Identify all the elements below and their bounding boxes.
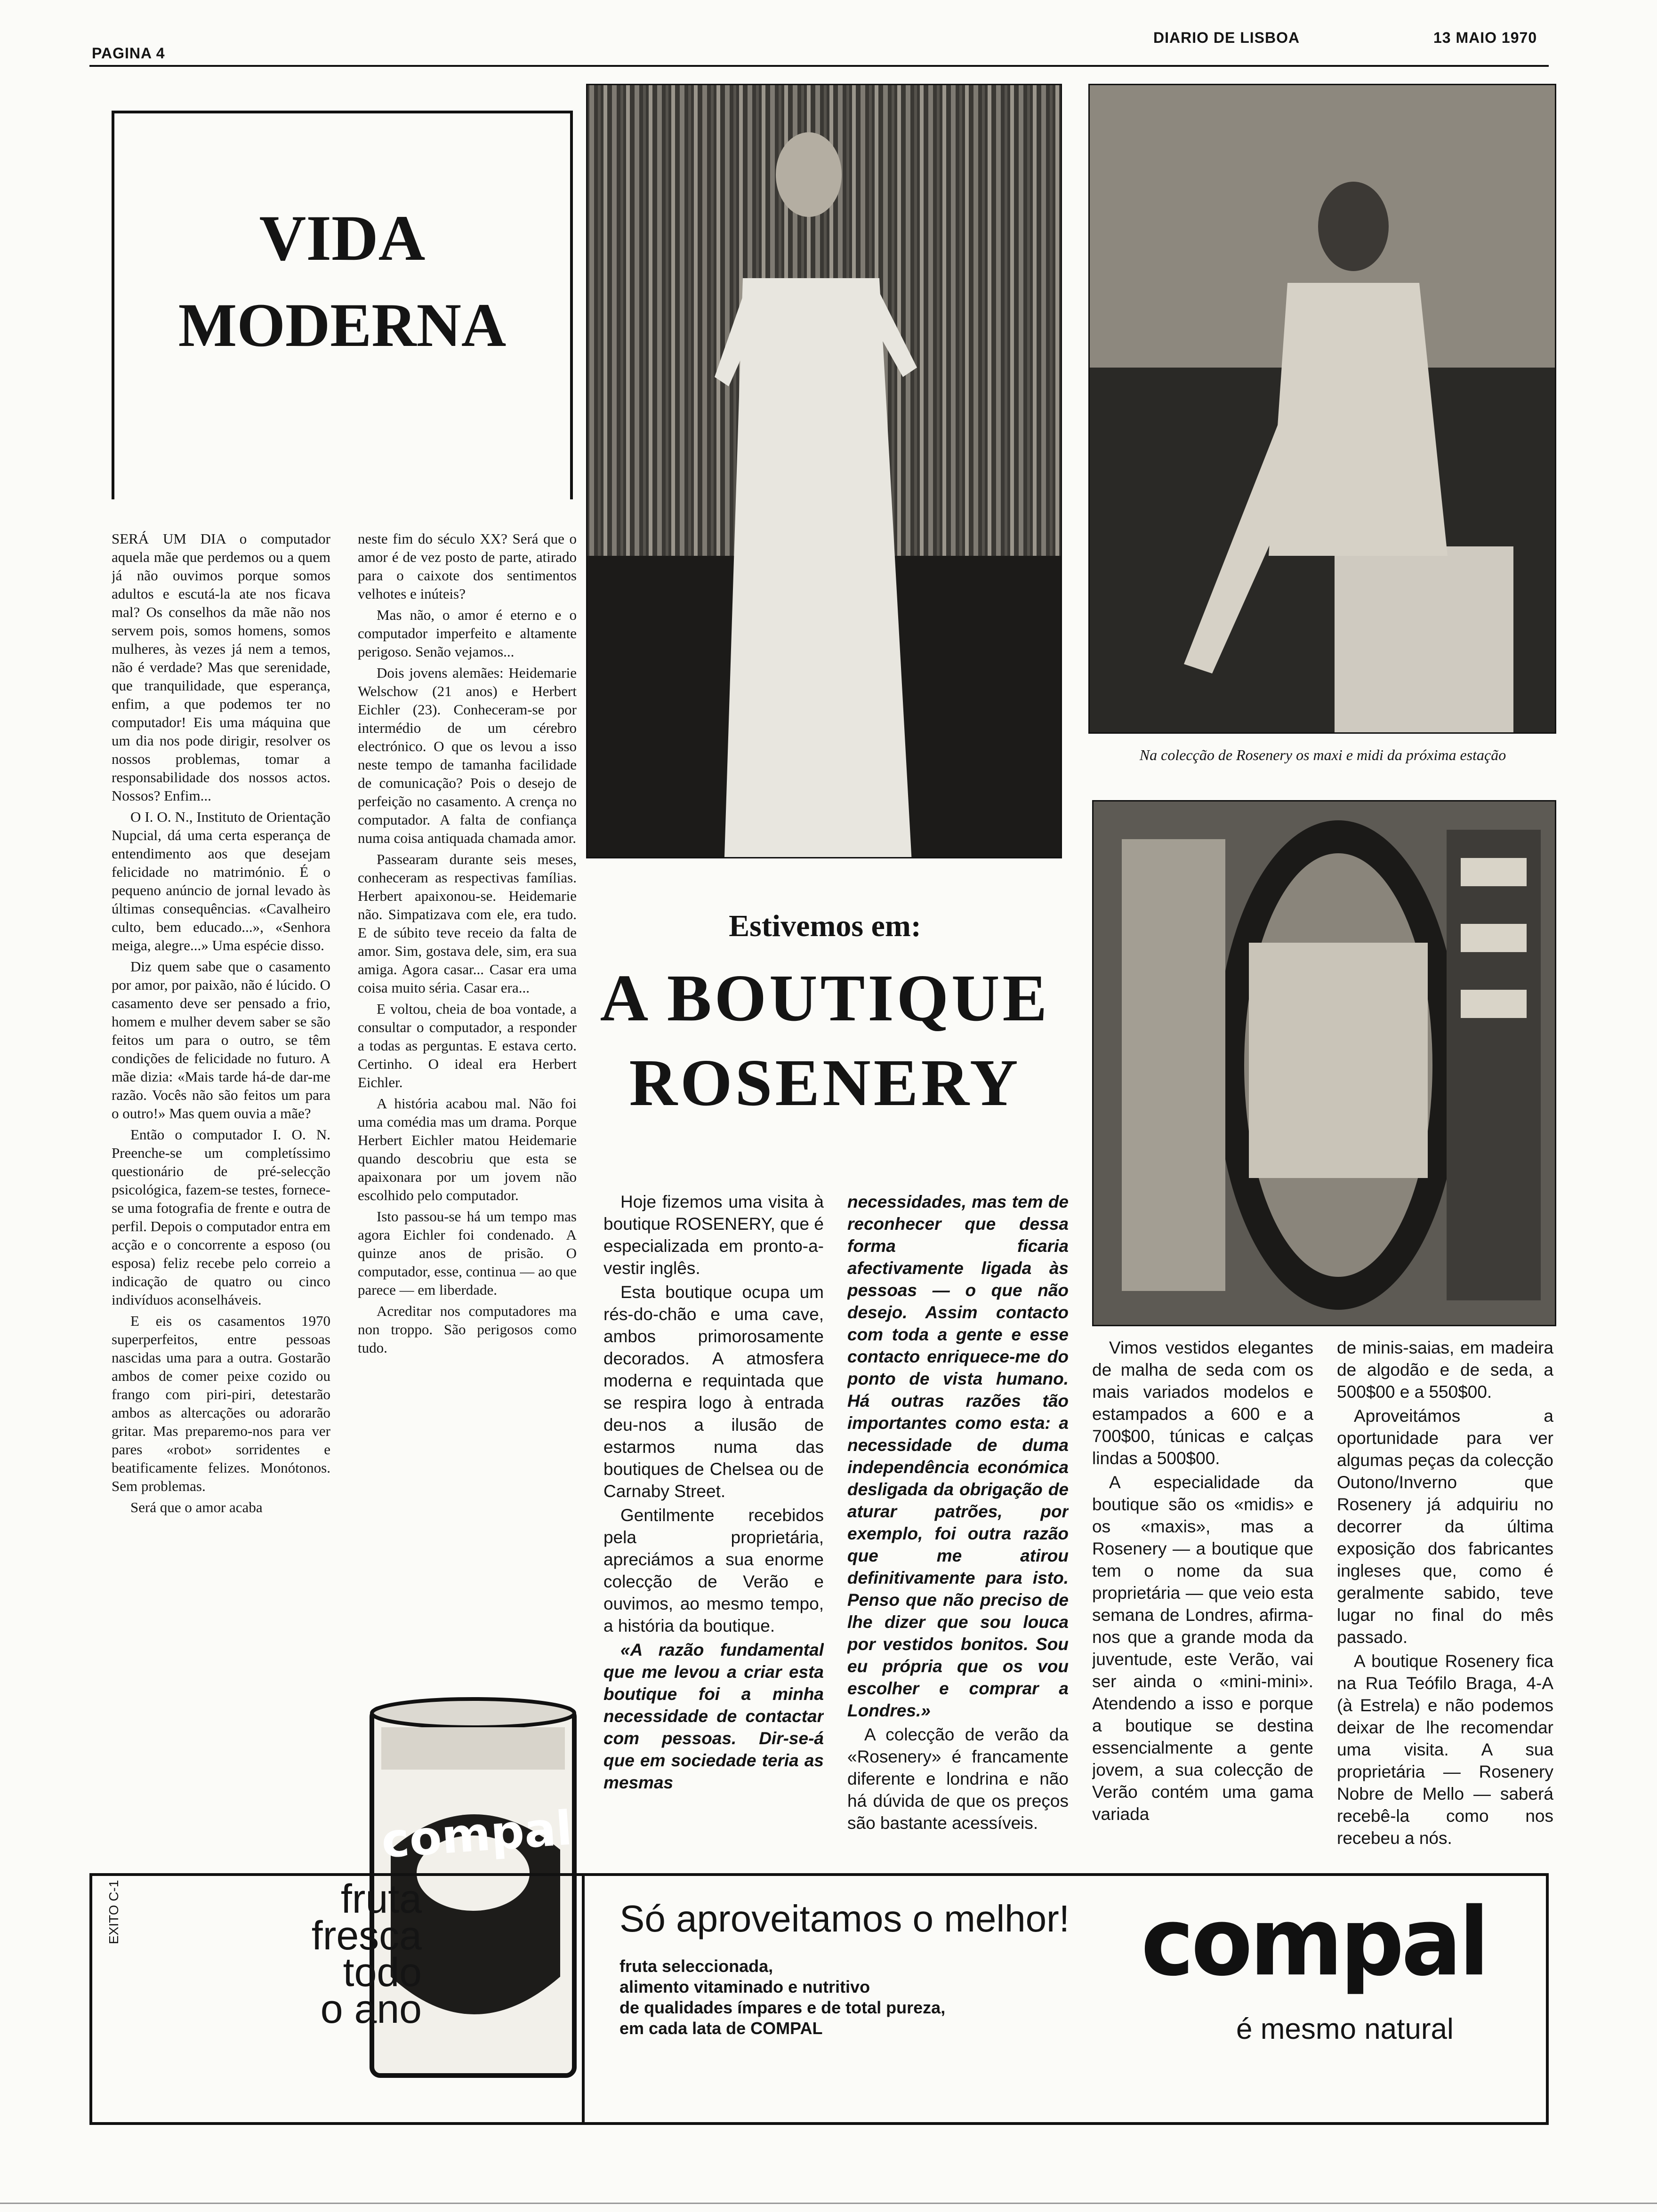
boutique-paragraph: necessidades, mas tem de reconhecer que dessa forma ficaria afectivamente ligada às pessoas — o que não desejo. Assim contacto com toda a gente e esse contacto enriquece-me do ponto de vista humano. Há outras razões tão importantes como esta: a necessidade de duma independência económica desligada da obrigação de aturar patrões, por exemplo, foi outra razão que me atirou definitivamente para isto. Penso que não preciso de lhe dizer que sou louca por vestidos bonitos. Sou eu própria que os vou escolher e comprar a Londres.» [847, 1192, 1069, 1720]
vida-paragraph: Será que o amor acaba [130, 1499, 263, 1515]
boutique-paragraph: Aproveitámos a oportunidade para ver algumas peças da colecção Outono/Inverno que Rosenery já adquiriu no decorrer da última exposição dos fabricantes ingleses que, como é geralmente sabido, teve lugar no final do mês passado. [1337, 1406, 1553, 1647]
vida-paragraph: E eis os casamentos 1970 superperfeitos, entre pessoas nascidas uma para a outra. Gostarão ambos de comer peixe cozido ou frango com piri-piri, detestarão ambos as altercações ou adorarão gritar. Mas preparemo-nos para ver pares «robot» sorridentes e beatificamente felizes. Monótonos. Sem problemas. [112, 1313, 330, 1494]
ad-body-line2: alimento vitaminado e nutritivo [619, 1977, 870, 1996]
compal-advertisement [89, 1873, 1549, 2125]
boutique-paragraph: Vimos vestidos elegantes de malha de seda com os mais variados modelos e estampados a 600 e a 700$00, túnicas e calças lindas a 500$00. [1092, 1338, 1313, 1468]
boutique-column-4 [1337, 1337, 1553, 1850]
header-rule [89, 65, 1549, 67]
photo-midi-outfit [1088, 84, 1556, 734]
vida-paragraph: SERÁ UM DIA o computador aquela mãe que perdemos ou a quem já não ouvimos porque somos adultos e escutá-la ate nos ficava mal? Os conselhos da mãe não nos servem pois, somos homens, somos mulheres, às vezes já nem a temos, não é verdade? Mas que serenidade, que tranquilidade, que esperança, enfim, a que podemos ter no computador! Eis uma máquina que um dia nos pode dirigir, resolver os nossos problemas, tomar a responsabilidade dos nossos actos. Nossos? Enfim... [112, 530, 330, 804]
vida-paragraph: A história acabou mal. Não foi uma comédia mas um drama. Porque Herbert Eichler matou Heidemarie quando descobriu que esta se apaixonara por um jovem não escolhido pelo computador. [358, 1095, 577, 1203]
boutique-column-3 [1092, 1337, 1313, 1850]
photo-maxi-dress [586, 84, 1062, 858]
vida-title-line2: MODERNA [178, 290, 507, 360]
ad-side-code: EXITO C-1 [106, 1880, 121, 1944]
vida-paragraph: Mas não, o amor é eterno e o computador imperfeito e altamente perigoso. Senão vejamos... [358, 607, 577, 660]
ad-left-line3: todo [343, 1950, 422, 1995]
ad-tagline: é mesmo natural [1236, 2013, 1454, 2045]
boutique-kicker: Estivemos em: [729, 909, 921, 943]
vida-column-2 [358, 529, 577, 1772]
vida-paragraph: neste fim do século XX? Será que o amor é de vez posto de parte, atirado para o caixote dos sentimentos velhotes e inúteis? [358, 530, 577, 602]
vida-paragraph: Dois jovens alemães: Heidemarie Welschow (21 anos) e Herbert Eichler (23). Conheceram-se por intermédio de um cérebro electrónico. O que os levou a isso neste tempo de tamanha facilidade de comunicação? Pois o desejo de perfeição no casamento. A crença no computador. A falta de confiança numa coisa antiquada chamada amor. [358, 665, 577, 846]
vida-title-line1: VIDA [259, 202, 426, 274]
vida-paragraph: E voltou, cheia de boa vontade, a consultar o computador, a responder a todas as perguntas. E estava certo. Certinho. O ideal era Herbert Eichler. [358, 1001, 577, 1090]
vida-paragraph: Passearam durante seis meses, conheceram as respectivas famílias. Herbert apaixonou-se. Heidemarie não. Simpatizava com ele, era tudo. E de súbito teve receio da falta de amor. Sim, gostava dele, sim, era sua amiga. Agora casar... Casar era uma coisa muito séria. Casar era... [358, 851, 577, 996]
newspaper-name: DIARIO DE LISBOA [1153, 29, 1300, 46]
boutique-paragraph: A colecção de verão da «Rosenery» é francamente diferente e londrina e não há dúvida de que os preços são bastante acessíveis. [847, 1725, 1069, 1833]
boutique-title-line1: A BOUTIQUE [600, 961, 1050, 1035]
ad-left-line4: o ano [320, 1987, 422, 2032]
bottom-rule [0, 2203, 1657, 2204]
boutique-paragraph: «A razão fundamental que me levou a criar esta boutique foi a minha necessidade de contactar com pessoas. Dir-se-á que em sociedade teria as mesmas [603, 1640, 824, 1792]
vida-paragraph: Então o computador I. O. N. Preenche-se um completíssimo questionário de pré-selecção psicológica, fazem-se testes, fornece-se uma fotografia de frente e outra de perfil. Depois o computador entra em acção e o concorrente a esposo (ou esposa) feliz recebe pelo correio a indicação de quatro ou cinco indivíduos aconselháveis. [112, 1126, 330, 1308]
vida-paragraph: Isto passou-se há um tempo mas agora Eichler foi condenado. A quinze anos de prisão. O computador, esse, continua — ao que parece — em liberdade. [358, 1208, 577, 1298]
issue-date: 13 MAIO 1970 [1433, 29, 1537, 46]
vida-column-1 [112, 529, 330, 1843]
boutique-paragraph: de minis-saias, em madeira de algodão e de seda, a 500$00 e a 550$00. [1337, 1338, 1553, 1402]
photo-caption: Na colecção de Rosenery os maxi e midi da próxima estação [1139, 746, 1506, 763]
page-number: PAGINA 4 [92, 45, 165, 62]
boutique-paragraph: Hoje fizemos uma visita à boutique ROSENERY, que é especializada em pronto-a-vestir inglês. [603, 1192, 824, 1278]
ad-body-line4: em cada lata de COMPAL [619, 2019, 823, 2038]
ad-body-line3: de qualidades ímpares e de total pureza, [619, 1998, 946, 2017]
ad-body-line1: fruta seleccionada, [619, 1956, 773, 1976]
vida-moderna-title-box [112, 111, 573, 499]
boutique-column-1 [603, 1191, 824, 1850]
boutique-title-line2: ROSENERY [629, 1045, 1021, 1120]
photo-boutique-interior [1092, 800, 1556, 1326]
ad-divider [582, 1876, 585, 2122]
ad-headline: Só aproveitamos o melhor! [619, 1898, 1070, 1940]
compal-logo: compal [1141, 1887, 1487, 1997]
vida-paragraph: O I. O. N., Instituto de Orientação Nupcial, dá uma certa esperança de entendimento aos que desejam felicidade no matrimónio. É o pequeno anúncio de jornal levado às últimas consequências. «Cavalheiro culto, bem educado...», «Senhora meiga, alegre...» Uma espécie disso. [112, 809, 330, 954]
boutique-paragraph: Gentilmente recebidos pela proprietária, apreciámos a sua enorme colecção de Verão e ouvimos, ao mesmo tempo, a história da boutique. [603, 1506, 824, 1635]
ad-left-line1: fruta [340, 1876, 422, 1922]
vida-paragraph: Diz quem sabe que o casamento por amor, por paixão, não é lúcido. O casamento deve ser pensado a frio, homem e mulher devem saber se são feitos um para o outro, se têm condições de felicidade no futuro. A mãe dizia: «Mais tarde há-de dar-me razão. Vocês não são feitos um para o outro!» Mas quem ouvia a mãe? [112, 958, 330, 1122]
ad-left-line2: fresca [311, 1913, 422, 1958]
boutique-paragraph: Esta boutique ocupa um rés-do-chão e uma cave, ambos primorosamente decorados. A atmosfera moderna e requintada que se respira logo à entrada deu-nos a ilusão de estarmos numa das boutiques de Chelsea ou de Carnaby Street. [603, 1282, 824, 1501]
boutique-paragraph: A especialidade da boutique são os «midis» e os «maxis», mas a Rosenery — a boutique que tem o nome da sua proprietária — que veio esta semana de Londres, afirma-nos que a grande moda da juventude, este Verão, vai ser ainda o «mini-mini». Atendendo a isso e porque a boutique se destina essencialmente a gente jovem, a sua colecção de Verão contém uma gama variada [1092, 1473, 1313, 1824]
can-label-text: compal [379, 1800, 574, 1869]
boutique-column-2 [847, 1191, 1069, 1850]
boutique-paragraph: A boutique Rosenery fica na Rua Teófilo Braga, 4-A (à Estrela) e não podemos deixar de lhe recomendar uma visita. A sua proprietária — Rosenery Nobre de Mello — saberá recebê-la como nos recebeu a nós. [1337, 1651, 1553, 1848]
vida-paragraph: Acreditar nos computadores ma non troppo. São perigosos como tudo. [358, 1303, 577, 1356]
